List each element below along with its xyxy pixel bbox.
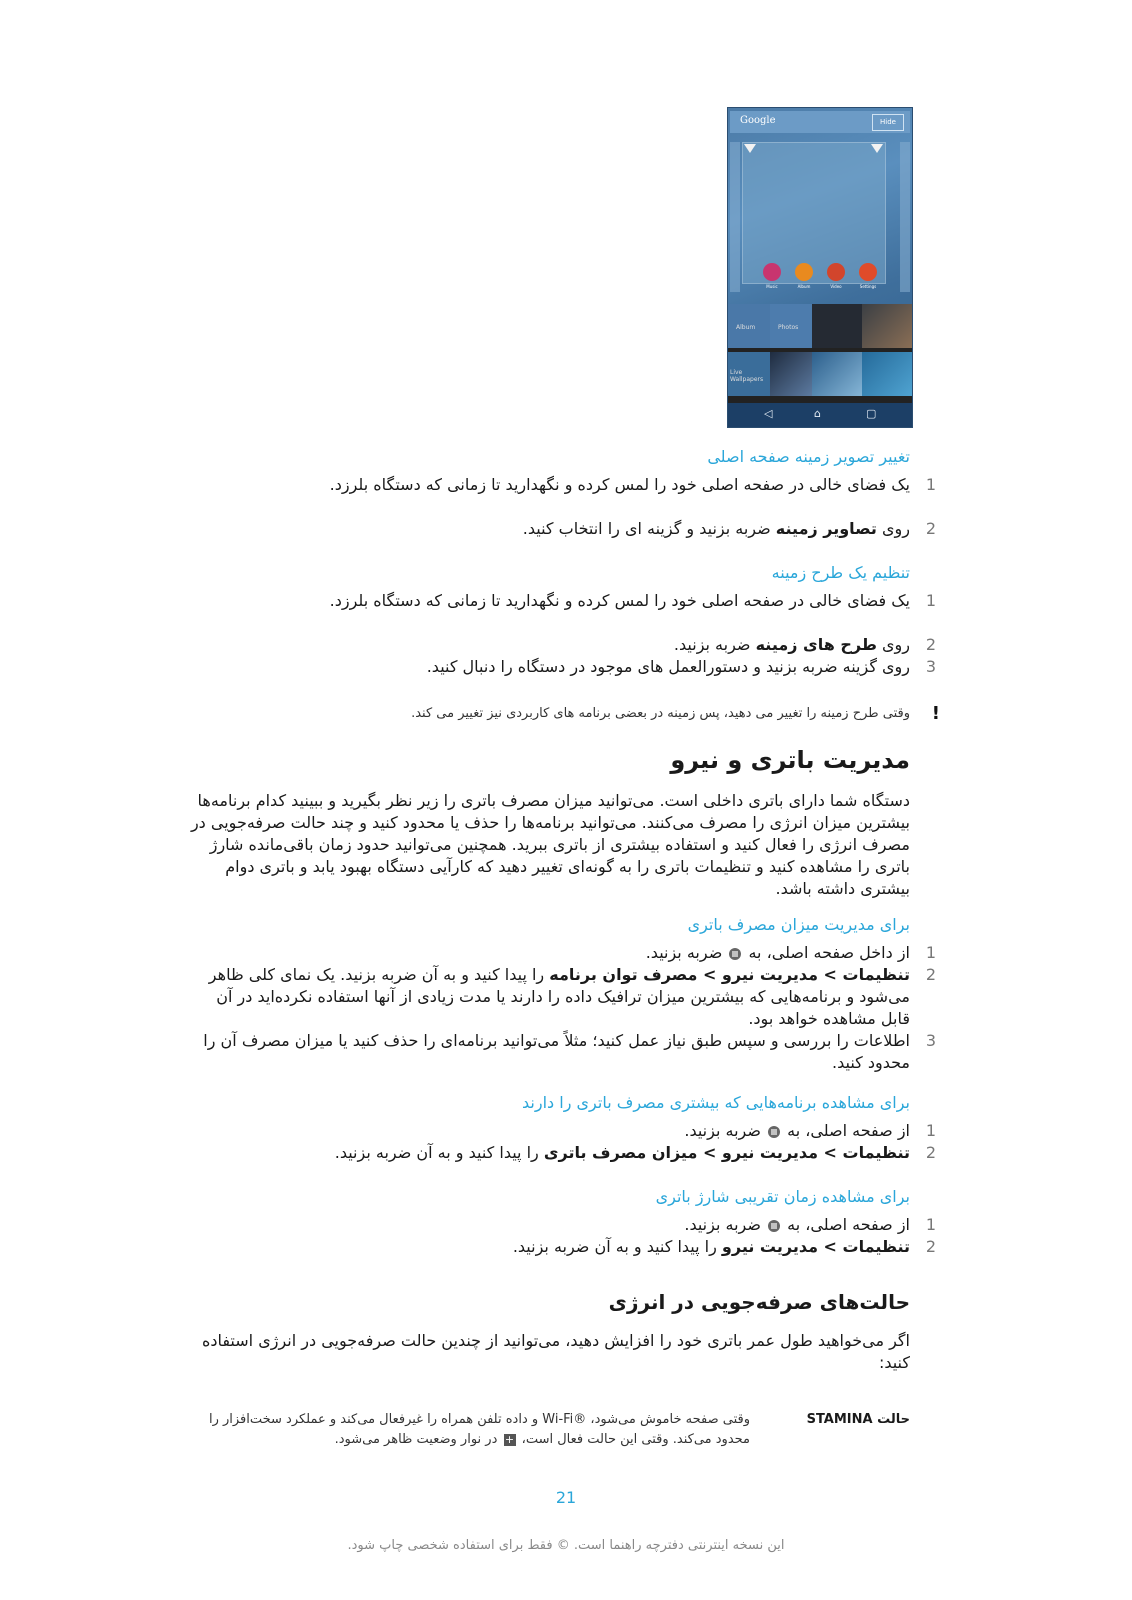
section-heading-energy-saving: حالت‌های صرفه‌جویی در انرژی — [608, 1290, 910, 1314]
wallpaper-tray — [728, 304, 912, 404]
page-number: 21 — [555, 1488, 577, 1507]
section-title-charge-time: برای مشاهده زمان تقریبی شارژ باتری — [655, 1187, 910, 1206]
warning-icon: ! — [931, 703, 940, 724]
list-item: 2 روی تصاویر زمینه ضربه بزنید و گزینه ای را انتخاب کنید. — [522, 519, 937, 538]
app-label: Settings — [859, 284, 877, 289]
app-grid-icon — [729, 948, 741, 960]
list-item: 3 اطلاعات را بررسی و سپس طبق نیاز عمل کنید؛ مثلاً می‌توانید برنامه‌ای را حذف کنید یا میزان مصرف آن را محدود کنید. — [203, 1031, 937, 1072]
footer-note: این نسخه اینترنتی دفترچه راهنما است. © فقط برای استفاده شخصی چاپ شود. — [347, 1538, 785, 1553]
settings-app-icon — [859, 263, 877, 281]
stamina-mode-label: حالت STAMINA — [806, 1412, 910, 1427]
section-title-apps-battery: برای مشاهده برنامه‌هایی که بیشتری مصرف باتری را دارند — [522, 1093, 910, 1112]
list-item: 2 تنظیمات > مدیریت نیرو > مصرف توان برنامه را پیدا کنید و به آن ضربه بزنید. یک نمای کلی ظاهر می‌شود و برنامه‌هایی که بیشترین میزان ترافیک داده را دارند یا مدت زیادی از آنها استفاده نکرده‌اید در آن قابل مشاهده خواهد بود. — [208, 965, 937, 1028]
hide-button: Hide — [872, 114, 904, 131]
section-title-change-wallpaper: تغییر تصویر زمینه صفحه اصلی — [707, 447, 910, 466]
stamina-status-icon: + — [504, 1432, 515, 1446]
navigation-bar — [728, 403, 912, 427]
tray-label-live-wallpapers: Live Wallpapers — [730, 369, 764, 383]
section-title-manage-battery: برای مدیریت میزان مصرف باتری — [687, 915, 910, 934]
list-item: 3 روی گزینه ضربه بزنید و دستورالعمل های موجود در دستگاه را دنبال کنید. — [426, 657, 937, 676]
tray-label-photos: Photos — [778, 324, 799, 331]
list-item: 1 از داخل صفحه اصلی، به ضربه بزنید. — [645, 943, 937, 962]
right-panel-edge — [900, 142, 910, 292]
home-icon: ⌂ — [814, 407, 821, 420]
list-item: 1 یک فضای خالی در صفحه اصلی خود را لمس کرده و نگهدارید تا زمانی که دستگاه بلرزد. — [329, 475, 937, 494]
home-screen-screenshot — [727, 107, 913, 428]
album-app-icon — [795, 263, 813, 281]
stamina-mode-row — [180, 1410, 910, 1450]
notice: ! وقتی طرح زمینه را تغییر می دهید، پس زمینه در بعضی برنامه های کاربردی نیز تغییر می کند. — [411, 703, 940, 724]
app-label: Video — [830, 284, 842, 289]
energy-saving-intro: اگر می‌خواهید طول عمر باتری خود را افزایش دهید، می‌توانید از چندین حالت صرفه‌جویی در انرژی استفاده کنید: — [201, 1331, 910, 1372]
page-title: مدیریت باتری و نیرو — [670, 746, 910, 774]
corner-marker-icon — [744, 144, 756, 153]
list-item: 1 از صفحه اصلی، به ضربه بزنید. — [684, 1121, 937, 1140]
video-app-icon — [827, 263, 845, 281]
list-item: 1 یک فضای خالی در صفحه اصلی خود را لمس کرده و نگهدارید تا زمانی که دستگاه بلرزد. — [329, 591, 937, 610]
back-icon: ◁ — [764, 407, 773, 420]
list-item: 1 از صفحه اصلی، به ضربه بزنید. — [684, 1215, 937, 1234]
tray-label-album: Album — [736, 324, 756, 331]
google-search-bar — [730, 111, 910, 133]
section-title-set-theme: تنظیم یک طرح زمینه — [771, 563, 910, 582]
app-label: Music — [766, 284, 778, 289]
app-label: Album — [797, 284, 811, 289]
battery-intro: دستگاه شما دارای باتری داخلی است. می‌توانید میزان مصرف باتری را زیر نظر بگیرید و ببینید کدام برنامه‌ها بیشترین میزان انرژی را مصرف می‌کنند. می‌توانید برنامه‌ها را حذف یا محدود کنید و چند حالت صرفه‌جویی در مصرف انرژی را فعال کنید و استفاده بیشتری از باتری ببرید. همچنین می‌توانید حدود زمان باقی‌مانده شارژ باتری را مشاهده کنید و تنظیمات باتری را به گونه‌ای تغییر دهید که کارآیی دستگاه بهبود یابد و باتری دوام بیشتری داشته باشد. — [190, 791, 910, 898]
app-grid-icon — [768, 1126, 780, 1138]
list-item: 2 تنظیمات > مدیریت نیرو > میزان مصرف باتری را پیدا کنید و به آن ضربه بزنید. — [334, 1143, 937, 1162]
stamina-mode-description: وقتی صفحه خاموش می‌شود، ®Wi-Fi و داده تلفن همراه را غیرفعال می‌کند و عملکرد سخت‌افزار را محدود می‌کند. وقتی این حالت فعال است، + در نوار وضعیت ظاهر می‌شود. — [208, 1412, 750, 1447]
app-dock — [763, 263, 883, 299]
list-item: 2 روی طرح های زمینه ضربه بزنید. — [673, 635, 937, 654]
left-panel-edge — [730, 142, 740, 292]
music-app-icon — [763, 263, 781, 281]
google-label: Google — [740, 115, 776, 126]
corner-marker-icon — [871, 144, 883, 153]
recent-apps-icon: ▢ — [866, 407, 877, 420]
app-grid-icon — [768, 1220, 780, 1232]
list-item: 2 تنظیمات > مدیریت نیرو را پیدا کنید و به آن ضربه بزنید. — [512, 1237, 937, 1256]
